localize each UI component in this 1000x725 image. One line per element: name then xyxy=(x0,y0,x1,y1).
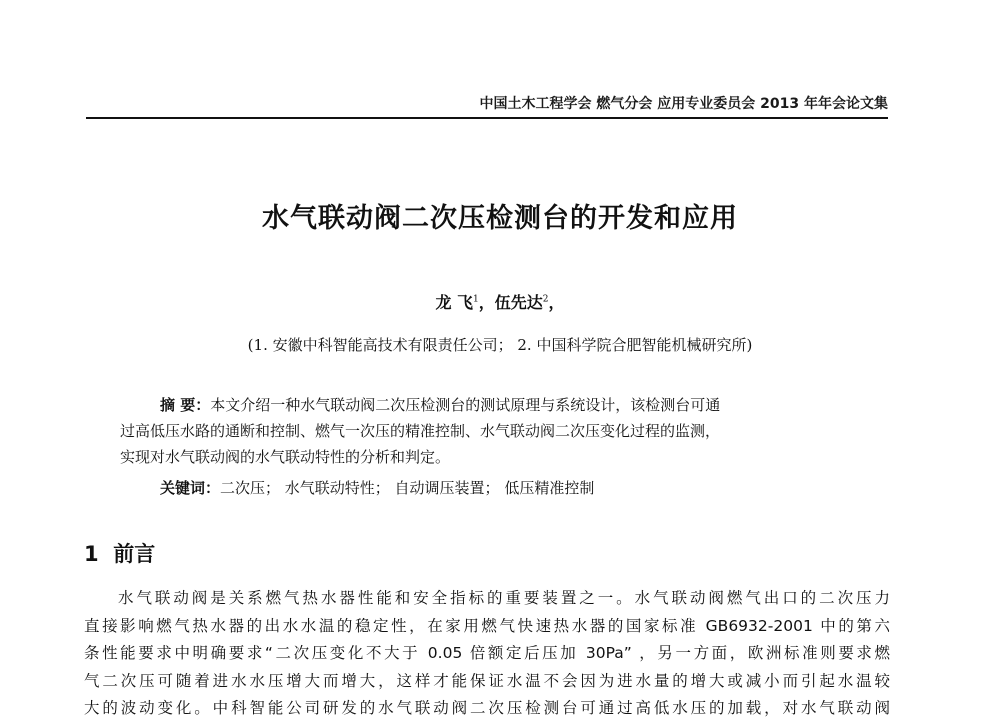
body-line: 水气联动阀是关系燃气热水器性能和安全指标的重要装置之一。水气联动阀燃气出口的二次压力 xyxy=(118,589,890,607)
paper-title: 水气联动阀二次压检测台的开发和应用 xyxy=(262,203,738,234)
section-title: 前言 xyxy=(113,542,156,566)
section-number: 1 xyxy=(84,542,99,566)
keywords xyxy=(160,477,594,498)
author-separator: ， xyxy=(478,293,495,312)
running-header: 中国土木工程学会 燃气分会 应用专业委员会 2013 年年会论文集 xyxy=(479,96,888,112)
section-body xyxy=(84,585,890,723)
affiliations: (1. 安徽中科智能高技术有限责任公司； 2. 中国科学院合肥智能机械研究所) xyxy=(247,336,753,354)
body-line: 气二次压可随着进水水压增大而增大，这样才能保证水温不会因为进水量的增大或减小而引起水温较 xyxy=(84,671,890,690)
abstract-line: 实现对水气联动阀的水气联动特性的分析和判定。 xyxy=(120,448,451,466)
abstract-line: 过高低压水路的通断和控制、燃气一次压的精准控制、水气联动阀二次压变化过程的监测， xyxy=(120,422,721,440)
author-name: 伍先达 xyxy=(494,293,543,312)
abstract xyxy=(120,392,860,470)
author-name: 龙 飞 xyxy=(435,293,474,312)
abstract-line: 摘 要：本文介绍一种水气联动阀二次压检测台的测试原理与系统设计，该检测台可通 xyxy=(160,396,721,414)
abstract-label: 摘 要： xyxy=(160,396,211,414)
body-line: 大的波动变化。中科智能公司研发的水气联动阀二次压检测台可通过高低水压的加载，对水气联动阀 xyxy=(84,699,890,717)
keywords-label: 关键词： xyxy=(160,479,221,497)
author-line xyxy=(0,290,1000,313)
affiliation-mark: 2 xyxy=(542,294,549,305)
author-separator: ， xyxy=(548,293,565,312)
affiliation-mark: 1 xyxy=(473,294,479,305)
section-heading xyxy=(84,538,155,568)
body-line: 条性能要求中明确要求“二次压变化不大于 0.05 倍额定后压加 30Pa” ，另一方面，欧洲标准则要求燃 xyxy=(84,644,890,662)
body-line: 直接影响燃气热水器的出水水温的稳定性，在家用燃气快速热水器的国家标准 GB6932-2001 中的第六 xyxy=(84,616,890,635)
keywords-text: 二次压； 水气联动特性； 自动调压装置； 低压精准控制 xyxy=(220,479,595,497)
header-divider xyxy=(86,117,888,119)
